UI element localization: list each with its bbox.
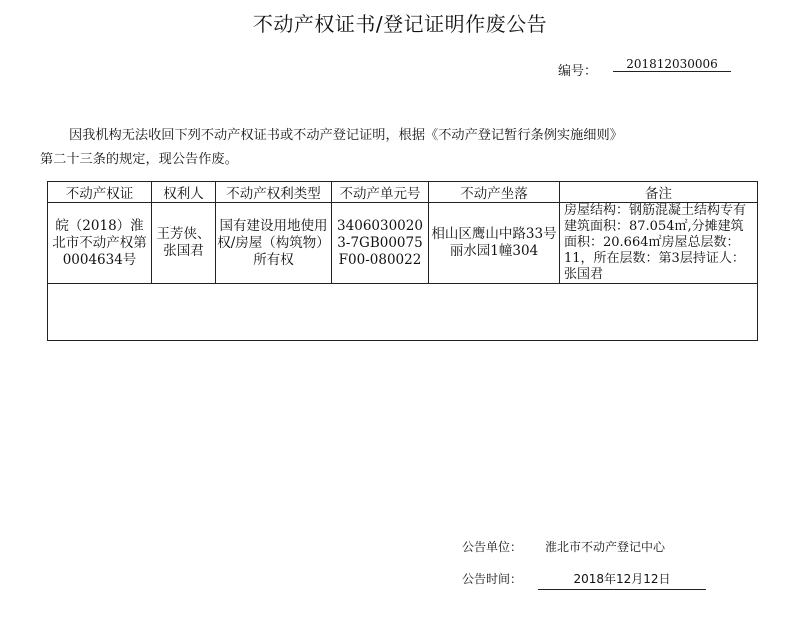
document-title: 不动产权证书/登记证明作废公告 <box>252 12 548 36</box>
serial-number-block <box>558 57 718 79</box>
header-location: 不动产坐落 <box>429 182 560 203</box>
empty-cell <box>48 284 758 341</box>
header-remarks: 备注 <box>560 182 758 203</box>
serial-label: 编号： <box>558 64 598 79</box>
header-right-type: 不动产权利类型 <box>216 182 332 203</box>
table-row-empty <box>48 284 758 341</box>
header-certificate: 不动产权证 <box>48 182 152 203</box>
certificate-table <box>47 181 758 341</box>
cell-location: 相山区鹰山中路33号丽水园1幢304 <box>429 203 560 284</box>
cell-unit-number: 34060300203-7GB00075F00-080022 <box>332 203 429 284</box>
cell-remarks: 房屋结构：钢筋混凝土结构专有建筑面积：87.054㎡,分摊建筑面积：20.664㎡房屋总层数：11，所在层数：第3层持证人：张国君 <box>560 203 758 284</box>
announcement-paragraph <box>40 124 740 172</box>
announcement-date-value: 2018年12月12日 <box>538 570 706 590</box>
table-header-row <box>48 182 758 203</box>
issuing-unit-label: 公告单位： <box>462 540 523 554</box>
table-row <box>48 203 758 284</box>
header-unit-number: 不动产单元号 <box>332 182 429 203</box>
issuing-unit-value: 淮北市不动产登记中心 <box>545 540 666 554</box>
serial-number-value: 201812030006 <box>613 57 731 72</box>
cell-holder: 王芳侠、张国君 <box>152 203 216 284</box>
cell-certificate: 皖（2018）淮北市不动产权第0004634号 <box>48 203 152 284</box>
cell-right-type: 国有建设用地使用权/房屋（构筑物）所有权 <box>216 203 332 284</box>
paragraph-line-1: 因我机构无法收回下列不动产权证书或不动产登记证明，根据《不动产登记暂行条例实施细则》 <box>69 128 623 143</box>
announcement-date-label: 公告时间： <box>462 572 523 586</box>
header-holder: 权利人 <box>152 182 216 203</box>
paragraph-line-2: 第二十三条的规定，现公告作废。 <box>40 152 238 167</box>
